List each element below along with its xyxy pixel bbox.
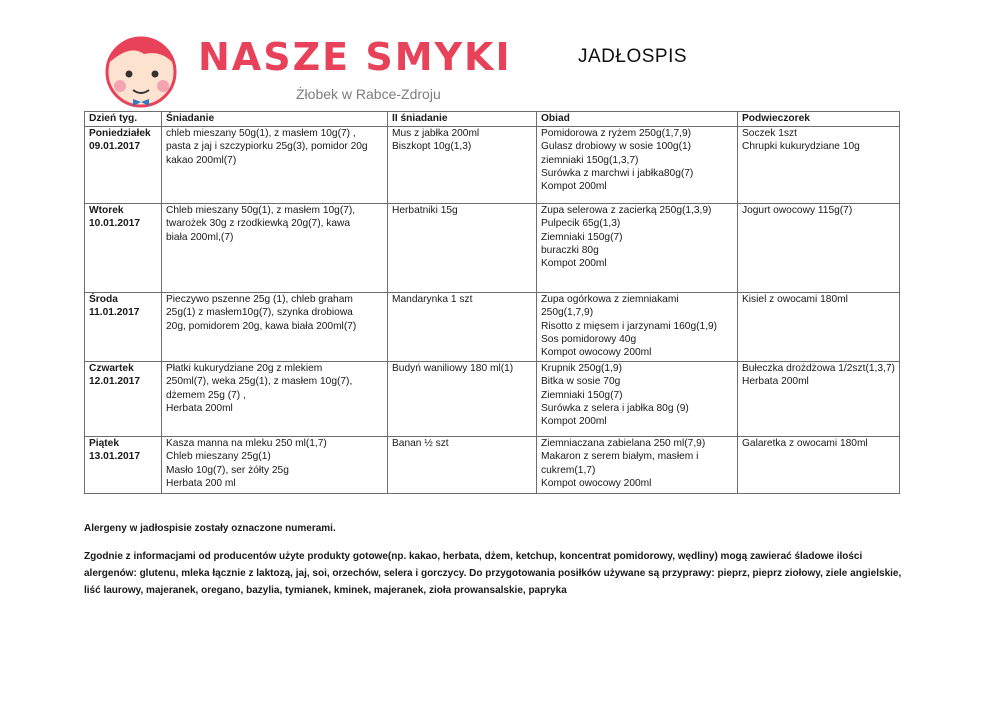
menu-line: ziemniaki 150g(1,3,7) xyxy=(541,154,639,166)
menu-line: Gulasz drobiowy w sosie 100g(1) xyxy=(541,141,692,153)
day-cell xyxy=(85,437,162,494)
menu-line: Surówka z marchwi i jabłka80g(7) xyxy=(541,167,694,179)
obiad-cell xyxy=(537,127,738,204)
menu-line: 20g, pomidorem 20g, kawa biała 200ml(7) xyxy=(166,320,357,332)
menu-line: Ziemniaki 150g(7) xyxy=(541,389,623,401)
menu-line: 250ml(7), weka 25g(1), z masłem 10g(7), xyxy=(166,376,353,388)
ingredients-note: Zgodnie z informacjami od producentów użyte produkty gotowe(np. kakao, herbata, dżem, ketchup, koncentrat pomidorowy, wędliny) mogą zawierać śladowe ilości alergenów: glutenu, mleka łącznie z laktozą, jaj, soi, orzechów, selera i gorczycy. Do przygotowania posiłków używane są przyprawy: pieprz, pieprz ziołowy, ziele angielskie, liść laurowy, majeranek, oregano, bazylia, tymianek, kminek, majeranek, zioła prowansalskie, papryka xyxy=(84,551,902,596)
menu-line: Risotto z mięsem i jarzynami 160g(1,9) xyxy=(541,320,718,332)
day-date: 12.01.2017 xyxy=(89,376,140,388)
podwieczorek-cell xyxy=(738,437,900,494)
menu-line: kakao 200ml(7) xyxy=(166,154,237,166)
column-header-day: Dzień tyg. xyxy=(85,112,162,127)
menu-line: biała 200ml,(7) xyxy=(166,231,234,243)
allergen-note: Alergeny w jadłospisie zostały oznaczone numerami. xyxy=(84,523,336,534)
column-header-podwieczorek: Podwieczorek xyxy=(738,112,900,127)
menu-line: Kompot owocowy 200ml xyxy=(541,477,652,489)
day-cell xyxy=(85,293,162,362)
menu-line: Mus z jabłka 200ml xyxy=(392,128,480,139)
menu-line: Krupnik 250g(1,9) xyxy=(541,363,622,374)
menu-line: Sos pomidorowy 40g xyxy=(541,333,637,345)
menu-line: Chleb mieszany 50g(1), z masłem 10g(7), xyxy=(166,205,356,216)
table-row xyxy=(85,362,900,437)
podwieczorek-cell xyxy=(738,362,900,437)
ii-sniadanie-cell xyxy=(388,362,537,437)
day-name: Środa xyxy=(89,294,118,305)
day-name: Poniedziałek xyxy=(89,128,151,139)
obiad-cell xyxy=(537,362,738,437)
menu-line: 25g(1) z masłem10g(7), szynka drobiowa xyxy=(166,307,353,319)
menu-line: Chrupki kukurydziane 10g xyxy=(742,141,860,153)
menu-line: Zupa ogórkowa z ziemniakami xyxy=(541,294,679,305)
menu-table-body xyxy=(85,127,900,494)
menu-line: Bułeczka drożdżowa 1/2szt(1,3,7) xyxy=(742,363,895,374)
header xyxy=(0,0,992,112)
obiad-cell xyxy=(537,204,738,293)
table-row xyxy=(85,437,900,494)
menu-line: Jogurt owocowy 115g(7) xyxy=(742,205,853,216)
sniadanie-cell xyxy=(162,204,388,293)
day-date: 13.01.2017 xyxy=(89,451,140,463)
menu-line: Kompot 200ml xyxy=(541,416,607,428)
podwieczorek-cell xyxy=(738,293,900,362)
logo-title: NASZE SMYKI xyxy=(198,35,512,79)
table-row xyxy=(85,127,900,204)
menu-line: Ziemniaczana zabielana 250 ml(7,9) xyxy=(541,438,706,449)
menu-line: Herbata 200ml xyxy=(742,376,809,388)
menu-line: Płatki kukurydziane 20g z mlekiem xyxy=(166,363,323,374)
sniadanie-cell xyxy=(162,127,388,204)
day-cell xyxy=(85,362,162,437)
menu-line: buraczki 80g xyxy=(541,244,599,256)
sniadanie-cell xyxy=(162,362,388,437)
obiad-cell xyxy=(537,293,738,362)
menu-line: Kisiel z owocami 180ml xyxy=(742,294,848,305)
day-name: Piątek xyxy=(89,438,120,449)
menu-line: Kompot owocowy 200ml xyxy=(541,347,652,359)
menu-line: Pomidorowa z ryżem 250g(1,7,9) xyxy=(541,128,692,139)
menu-line: Pulpecik 65g(1,3) xyxy=(541,218,621,230)
table-header-row xyxy=(85,112,900,127)
menu-line: Budyń waniliowy 180 ml(1) xyxy=(392,363,514,374)
menu-line: Zupa selerowa z zacierką 250g(1,3,9) xyxy=(541,205,712,216)
menu-line: Kasza manna na mleku 250 ml(1,7) xyxy=(166,438,327,449)
menu-line: chleb mieszany 50g(1), z masłem 10g(7) , xyxy=(166,128,356,139)
menu-line: Chleb mieszany 25g(1) xyxy=(166,451,271,463)
menu-line: Bitka w sosie 70g xyxy=(541,376,621,388)
sniadanie-cell xyxy=(162,293,388,362)
menu-line: dżemem 25g (7) , xyxy=(166,389,246,401)
table-row xyxy=(85,293,900,362)
column-header-ii-sniadanie: II śniadanie xyxy=(388,112,537,127)
day-cell xyxy=(85,204,162,293)
menu-line: Surówka z selera i jabłka 80g (9) xyxy=(541,402,689,414)
podwieczorek-cell xyxy=(738,204,900,293)
sniadanie-cell xyxy=(162,437,388,494)
menu-line: Makaron z serem białym, masłem i xyxy=(541,451,699,463)
menu-line: Kompot 200ml xyxy=(541,258,607,270)
menu-line: Banan ½ szt xyxy=(392,438,449,449)
menu-line: Masło 10g(7), ser żółty 25g xyxy=(166,464,289,476)
menu-line: Kompot 200ml xyxy=(541,181,607,193)
table-row xyxy=(85,204,900,293)
menu-line: pasta z jaj i szczypiorku 25g(3), pomidor 20g xyxy=(166,141,368,153)
day-name: Czwartek xyxy=(89,363,134,374)
ii-sniadanie-cell xyxy=(388,204,537,293)
ii-sniadanie-cell xyxy=(388,437,537,494)
menu-line: Biszkopt 10g(1,3) xyxy=(392,141,472,153)
logo-subtitle: Żłobek w Rabce-Zdroju xyxy=(296,86,441,102)
menu-line: 250g(1,7,9) xyxy=(541,307,594,319)
ii-sniadanie-cell xyxy=(388,293,537,362)
menu-table xyxy=(84,111,900,494)
column-header-sniadanie: Śniadanie xyxy=(162,112,388,127)
baby-face-logo-icon xyxy=(100,32,182,112)
menu-line: cukrem(1,7) xyxy=(541,464,596,476)
day-date: 10.01.2017 xyxy=(89,218,140,230)
menu-line: Herbata 200ml xyxy=(166,402,233,414)
day-date: 09.01.2017 xyxy=(89,141,140,153)
menu-line: Ziemniaki 150g(7) xyxy=(541,231,623,243)
obiad-cell xyxy=(537,437,738,494)
menu-line: Herbatniki 15g xyxy=(392,205,458,216)
menu-line: Herbata 200 ml xyxy=(166,477,236,489)
podwieczorek-cell xyxy=(738,127,900,204)
day-cell xyxy=(85,127,162,204)
column-header-obiad: Obiad xyxy=(537,112,738,127)
menu-line: Pieczywo pszenne 25g (1), chleb graham xyxy=(166,294,353,305)
menu-line: Mandarynka 1 szt xyxy=(392,294,473,305)
menu-line: twarożek 30g z rzodkiewką 20g(7), kawa xyxy=(166,218,351,230)
day-date: 11.01.2017 xyxy=(89,307,140,319)
menu-line: Soczek 1szt xyxy=(742,128,797,139)
page-title: JADŁOSPIS xyxy=(578,46,688,67)
day-name: Wtorek xyxy=(89,205,124,216)
ii-sniadanie-cell xyxy=(388,127,537,204)
notes xyxy=(84,520,914,599)
menu-line: Galaretka z owocami 180ml xyxy=(742,438,868,449)
